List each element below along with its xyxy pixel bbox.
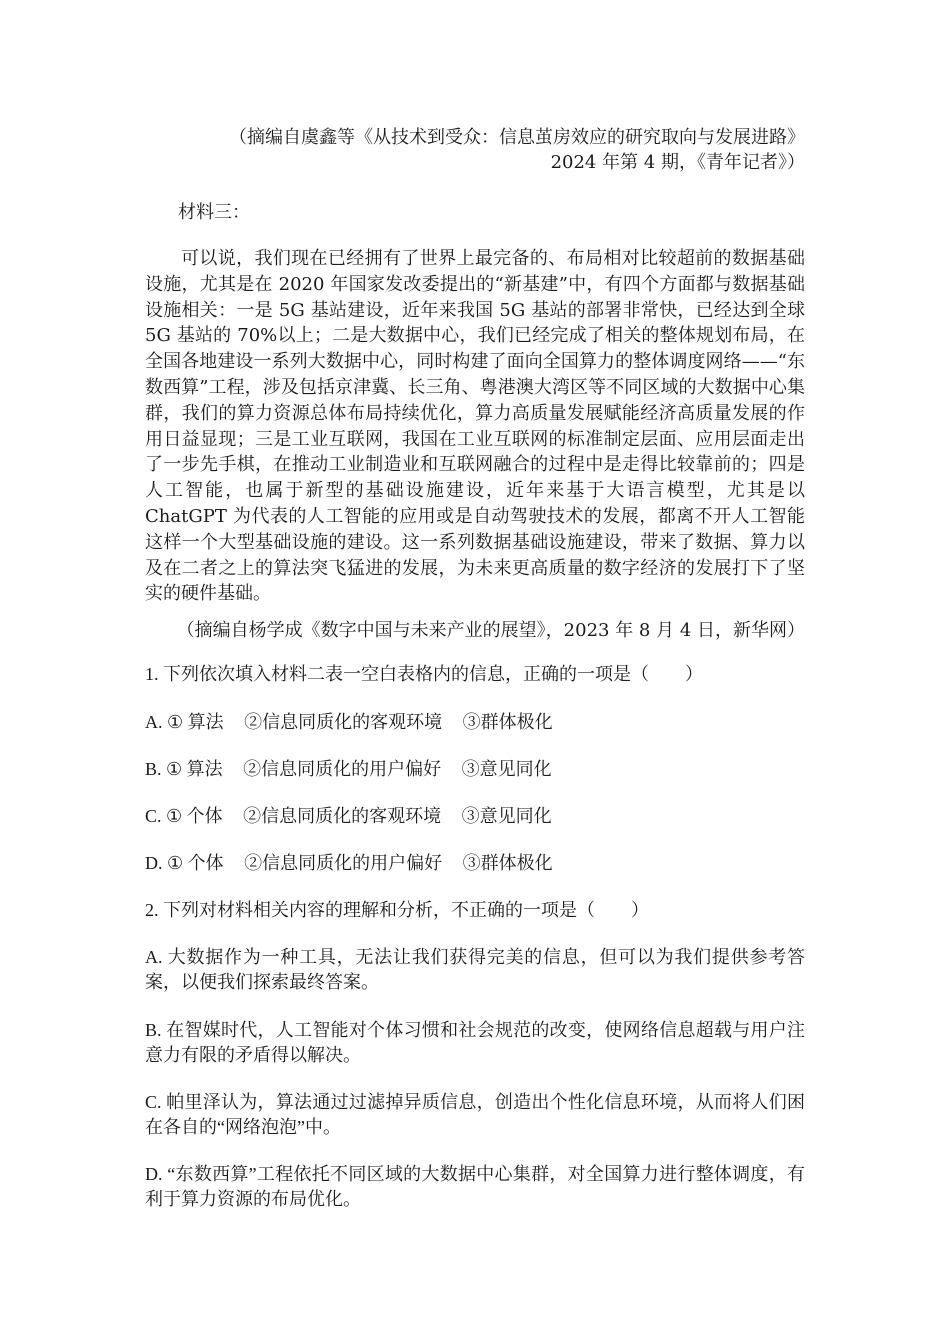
option-part-1: ① 个体 (166, 806, 223, 826)
option-letter: D. (145, 853, 163, 873)
question-1-option-d (145, 851, 805, 876)
source-citation-1-line1: （摘编自虞鑫等《从技术到受众：信息茧房效应的研究取向与发展进路》 (229, 127, 805, 148)
option-part-2: ②信息同质化的用户偏好 (243, 759, 442, 779)
option-part-1: ① 个体 (167, 853, 224, 873)
option-part-3: ③意见同化 (461, 806, 552, 826)
option-part-2: ②信息同质化的用户偏好 (244, 853, 443, 873)
question-2-stem: 2. 下列对材料相关内容的理解和分析，不正确的一项是（ ） (145, 900, 649, 920)
option-part-3: ③群体极化 (462, 853, 553, 873)
material-3-body: 可以说，我们现在已经拥有了世界上最完备的、布局相对比较超前的数据基础设施，尤其是在 2020 年国家发改委提出的“新基建”中，有四个方面都与数据基础设施相关：一是 5G 基站建设，近年来我国 5G 基站的部署非常快，已经达到全球 5G 基站的 70%以上；二是大数据中心，我们已经完成了相关的整体规划布局，在全国各地建设一系列大数据中心，同时构建了面向全国算力的整体调度网络——“东数西算”工程，涉及包括京津冀、长三角、粤港澳大湾区等不同区域的大数据中心集群，我们的算力资源总体布局持续优化，算力高质量发展赋能经济高质量发展的作用日益显现；三是工业互联网，我国在工业互联网的标准制定层面、应用层面走出了一步先手棋，在推动工业制造业和互联网融合的过程中是走得比较靠前的；四是人工智能，也属于新型的基础设施建设，近年来基于大语言模型，尤其是以 ChatGPT 为代表的人工智能的应用或是自动驾驶技术的发展，都离不开人工智能这样一个大型基础设施的建设。这一系列数据基础设施建设，带来了数据、算力以及在二者之上的算法突飞猛进的发展，为未来更高质量的数字经济的发展打下了坚实的硬件基础。 (145, 248, 805, 605)
material-3-heading: 材料三： (178, 202, 250, 223)
question-2-option-c: C. 帕里泽认为，算法通过过滤掉异质信息，创造出个性化信息环境，从而将人们困在各自的“网络泡泡”中。 (145, 1092, 805, 1137)
option-part-3: ③意见同化 (461, 759, 552, 779)
question-2-option-a: A. 大数据作为一种工具，无法让我们获得完美的信息，但可以为我们提供参考答案，以便我们探索最终答案。 (145, 947, 805, 992)
question-1-option-b (145, 757, 805, 782)
option-letter: A. (145, 712, 163, 732)
question-2-option-d: D. “东数西算”工程依托不同区域的大数据中心集群，对全国算力进行整体调度，有利于算力资源的布局优化。 (145, 1164, 805, 1209)
option-part-1: ① 算法 (167, 712, 224, 732)
question-1-option-c (145, 804, 805, 829)
source-citation-1 (145, 125, 805, 175)
source-citation-2: （摘编自杨学成《数字中国与未来产业的展望》，2023 年 8 月 4 日，新华网） (176, 620, 805, 641)
option-letter: C. (145, 806, 162, 826)
source-citation-1-line2: 2024 年第 4 期，《青年记者》） (550, 152, 805, 173)
question-1-option-a (145, 710, 805, 735)
option-part-1: ① 算法 (166, 759, 223, 779)
option-part-2: ②信息同质化的客观环境 (243, 806, 442, 826)
question-1-stem: 1. 下列依次填入材料二表一空白表格内的信息，正确的一项是（ ） (145, 664, 703, 684)
option-part-3: ③群体极化 (462, 712, 553, 732)
option-part-2: ②信息同质化的客观环境 (244, 712, 443, 732)
option-letter: B. (145, 759, 162, 779)
question-2-option-b: B. 在智媒时代，人工智能对个体习惯和社会规范的改变，使网络信息超载与用户注意力有限的矛盾得以解决。 (145, 1020, 805, 1065)
